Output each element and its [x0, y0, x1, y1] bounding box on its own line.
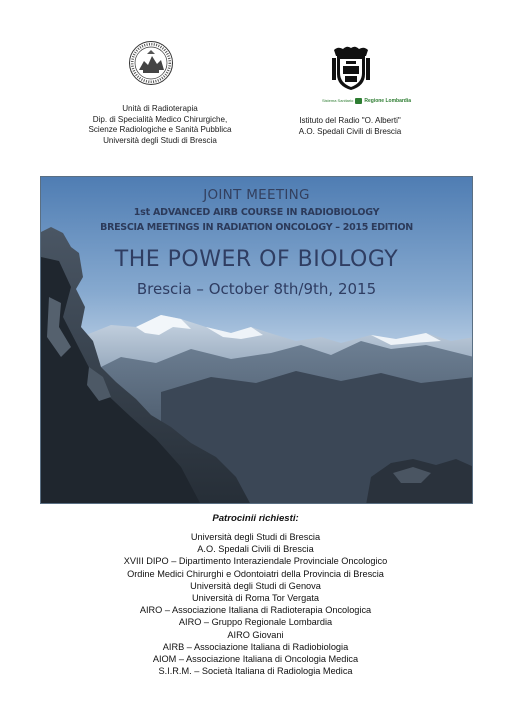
list-item: Ordine Medici Chirurghi e Odontoiatri della Provincia di Brescia [127, 568, 384, 579]
sponsors-list [0, 531, 511, 677]
list-item: AIRO Giovani [227, 629, 284, 640]
event-banner [40, 176, 473, 504]
event-main-title: THE POWER OF BIOLOGY [114, 247, 399, 272]
right-institution-line: A.O. Spedali Civili di Brescia [298, 126, 402, 136]
health-system-label: Sistema Sanitario [322, 98, 354, 103]
list-item: XVIII DIPO – Dipartimento Interaziendale Provinciale Oncologico [123, 556, 388, 567]
list-item: AIOM – Associazione Italiana di Oncologia Medica [152, 654, 359, 665]
left-institution-line: Scienze Radiologiche e Sanità Pubblica [88, 125, 232, 134]
right-institution-line: Istituto del Radio "O. Alberti" [299, 116, 401, 125]
joint-meeting-label: JOINT MEETING [203, 187, 310, 203]
list-item: Università degli Studi di Brescia [190, 532, 321, 542]
region-flag-icon [355, 98, 362, 104]
course-title: 1st ADVANCED AIRB COURSE IN RADIOBIOLOGY [133, 207, 380, 218]
list-item: AIRO – Associazione Italiana di Radioterapia Oncologica [139, 605, 372, 616]
left-institution-line: Università degli Studi di Brescia [103, 135, 217, 145]
list-item: A.O. Spedali Civili di Brescia [197, 544, 314, 555]
left-institution-line: Dip. di Specialità Medico Chirurgiche, [92, 114, 228, 124]
meetings-title: BRESCIA MEETINGS IN RADIATION ONCOLOGY – 2015 EDITION [100, 222, 413, 233]
event-location-date: Brescia – October 8th/9th, 2015 [136, 280, 377, 298]
sponsors-heading: Patrocinii richiesti: [212, 513, 299, 524]
list-item: Università degli Studi di Genova [190, 580, 321, 591]
left-institution-line: Unità di Radioterapia [122, 104, 198, 113]
list-item: AIRO – Gruppo Regionale Lombardia [178, 617, 333, 628]
list-item: S.I.R.M. – Società Italiana di Radiologia Medica [158, 666, 353, 677]
right-institution-block [270, 116, 430, 137]
region-name-label: Regione Lombardia [364, 97, 412, 104]
list-item: Università di Roma Tor Vergata [192, 593, 319, 604]
list-item: AIRB – Associazione Italiana di Radiobiologia [162, 641, 349, 652]
region-lombardia-badge [322, 96, 411, 106]
left-institution-block [75, 104, 245, 146]
institute-crest-logo [330, 44, 372, 92]
university-seal-logo [128, 40, 174, 86]
